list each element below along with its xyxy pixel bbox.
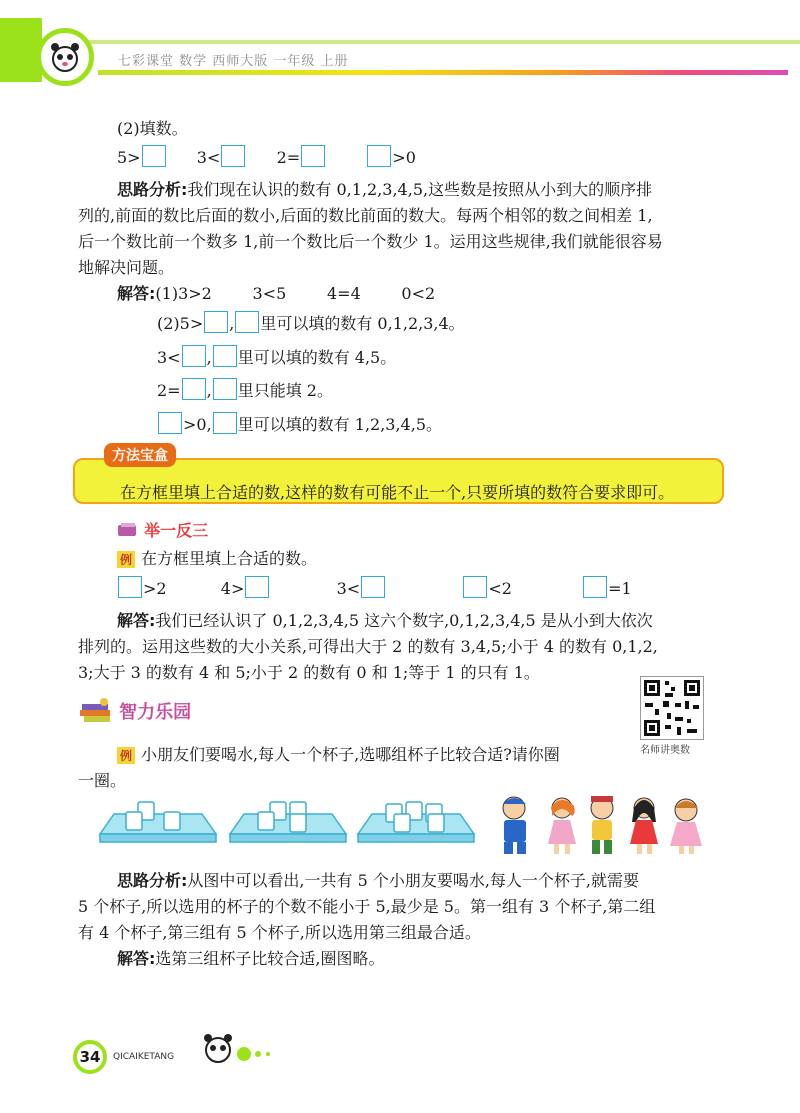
answer-box[interactable] — [361, 576, 385, 598]
footer-brand: QICAIKETANG — [113, 1052, 175, 1062]
child-1 — [503, 797, 526, 854]
analysis-label: 思路分析: — [117, 871, 188, 890]
child-4 — [630, 798, 658, 854]
child-5 — [670, 799, 702, 854]
answer2-line-1 — [117, 608, 653, 631]
answer-box[interactable] — [204, 311, 228, 333]
method-text: 在方框里填上合适的数,这样的数有可能不止一个,只要所填的数符合要求即可。 — [120, 483, 675, 502]
answer-line-2 — [157, 311, 465, 334]
section-heading-practice — [117, 518, 208, 541]
answer2-line-2: 排列的。运用这些数的大小关系,可得出大于 2 的数有 3,4,5;小于 4 的数有 0,1,2, — [78, 637, 658, 656]
answer2-line-3: 3;大于 3 的数有 4 和 5;小于 2 的数有 0 和 1;等于 1 的只有 1。 — [78, 663, 540, 682]
mascot-logo — [36, 28, 94, 86]
q1-text: 5> — [117, 148, 141, 167]
answer-text: 里只能填 2。 — [237, 381, 333, 400]
answer-box[interactable] — [142, 145, 166, 167]
answer-box[interactable] — [158, 412, 182, 434]
example-tag: 例 — [117, 747, 135, 764]
books-icon — [78, 696, 114, 724]
analysis-line-4: 地解决问题。 — [78, 258, 175, 277]
answer-line-5 — [157, 412, 442, 435]
comma: , — [206, 381, 212, 400]
answer-text: 里可以填的数有 4,5。 — [237, 348, 397, 367]
answer-box[interactable] — [367, 145, 391, 167]
example2-line-1 — [117, 742, 560, 765]
answer-box[interactable] — [182, 378, 206, 400]
answer-text: 3< — [157, 348, 181, 367]
panda-icon — [41, 33, 89, 81]
qr-code[interactable] — [640, 676, 704, 740]
q-text: 4> — [220, 579, 245, 598]
answer-box[interactable] — [235, 311, 259, 333]
q-text: =1 — [608, 579, 632, 598]
analysis-label: 思路分析: — [117, 180, 188, 199]
section-title: 举一反三 — [144, 521, 209, 540]
answer-text: 2= — [157, 381, 181, 400]
answer-box[interactable] — [221, 145, 245, 167]
fill-question-row — [117, 145, 416, 167]
method-tag: 方法宝盒 — [104, 443, 176, 467]
example-text: 小朋友们要喝水,每人一个杯子,选哪组杯子比较合适?请你圈 — [141, 745, 560, 764]
example-tag: 例 — [117, 551, 135, 568]
section-title: 智力乐园 — [119, 702, 192, 723]
answer-box[interactable] — [301, 145, 325, 167]
header-title: 七彩课堂 数学 西师大版 一年级 上册 — [118, 54, 349, 69]
answer-text: 选第三组杯子比较合适,圈图略。 — [155, 949, 385, 968]
analysis2-line-3: 有 4 个杯子,第三组有 5 个杯子,所以选用第三组最合适。 — [78, 923, 481, 942]
analysis-line-3: 后一个数比前一个数多 1,前一个数比后一个数少 1。运用这些规律,我们就能很容易 — [78, 232, 663, 251]
cup-tray-group-1 — [98, 800, 218, 852]
answer-label: 解答: — [117, 949, 156, 968]
footer-mascot — [200, 1030, 290, 1070]
example-text: 在方框里填上合适的数。 — [141, 549, 318, 568]
answer-line-1 — [117, 281, 435, 304]
answer-box[interactable] — [213, 412, 237, 434]
analysis2-line-1 — [117, 868, 639, 891]
q-text: 3< — [336, 579, 361, 598]
example2-line-2: 一圈。 — [78, 771, 127, 790]
child-3 — [591, 796, 613, 854]
page-number: 34 — [73, 1040, 107, 1074]
analysis-line-2: 列的,前面的数比后面的数小,后面的数比前面的数大。每两个相邻的数之间相差 1, — [78, 206, 653, 225]
qr-code-icon — [641, 677, 703, 739]
fill-title: (2)填数。 — [117, 119, 188, 138]
analysis-line-1 — [117, 177, 652, 200]
answer-box[interactable] — [583, 576, 607, 598]
answer-line-4 — [157, 378, 333, 401]
q-text: >2 — [143, 579, 167, 598]
answer-text: 里可以填的数有 1,2,3,4,5。 — [237, 415, 443, 434]
answer-line-3 — [157, 345, 396, 368]
comma: , — [206, 348, 212, 367]
answer-box[interactable] — [463, 576, 487, 598]
q-text: <2 — [488, 579, 512, 598]
q4-text: >0 — [392, 148, 416, 167]
answer-label: 解答: — [117, 284, 156, 303]
answer-box[interactable] — [245, 576, 269, 598]
answer-text: >0, — [183, 415, 212, 434]
analysis-text: 我们现在认识的数有 0,1,2,3,4,5,这些数是按照从小到大的顺序排 — [187, 180, 653, 199]
analysis-text: 从图中可以看出,一共有 5 个小朋友要喝水,每人一个杯子,就需要 — [187, 871, 640, 890]
five-children-illustration — [494, 792, 710, 858]
qr-label: 名师讲奥数 — [640, 745, 690, 756]
analysis2-line-2: 5 个杯子,所以选用的杯子的个数不能小于 5,最少是 5。第一组有 3 个杯子,第二组 — [78, 897, 656, 916]
cup-tray-group-3 — [356, 800, 476, 852]
answer-text: 里可以填的数有 0,1,2,3,4。 — [260, 314, 465, 333]
cup-tray-group-2 — [228, 800, 348, 852]
q3-text: 2= — [276, 148, 301, 167]
q2-text: 3< — [196, 148, 221, 167]
comma: , — [229, 314, 235, 333]
answer-text: (2)5> — [157, 314, 204, 333]
example1-questions — [117, 576, 632, 598]
answer-box[interactable] — [118, 576, 142, 598]
header-rainbow-line — [98, 70, 788, 75]
answer-text: (1)3>2 3<5 4=4 0<2 — [155, 284, 436, 303]
child-2 — [548, 798, 576, 854]
answer-box[interactable] — [213, 345, 237, 367]
book-icon — [117, 522, 139, 538]
answer3-line — [117, 946, 385, 969]
section-heading-puzzle — [78, 696, 191, 724]
example1-line — [117, 546, 317, 569]
answer-box[interactable] — [213, 378, 237, 400]
answer-label: 解答: — [117, 611, 156, 630]
answer-text: 我们已经认识了 0,1,2,3,4,5 这六个数字,0,1,2,3,4,5 是从小到大依次 — [155, 611, 653, 630]
answer-box[interactable] — [182, 345, 206, 367]
